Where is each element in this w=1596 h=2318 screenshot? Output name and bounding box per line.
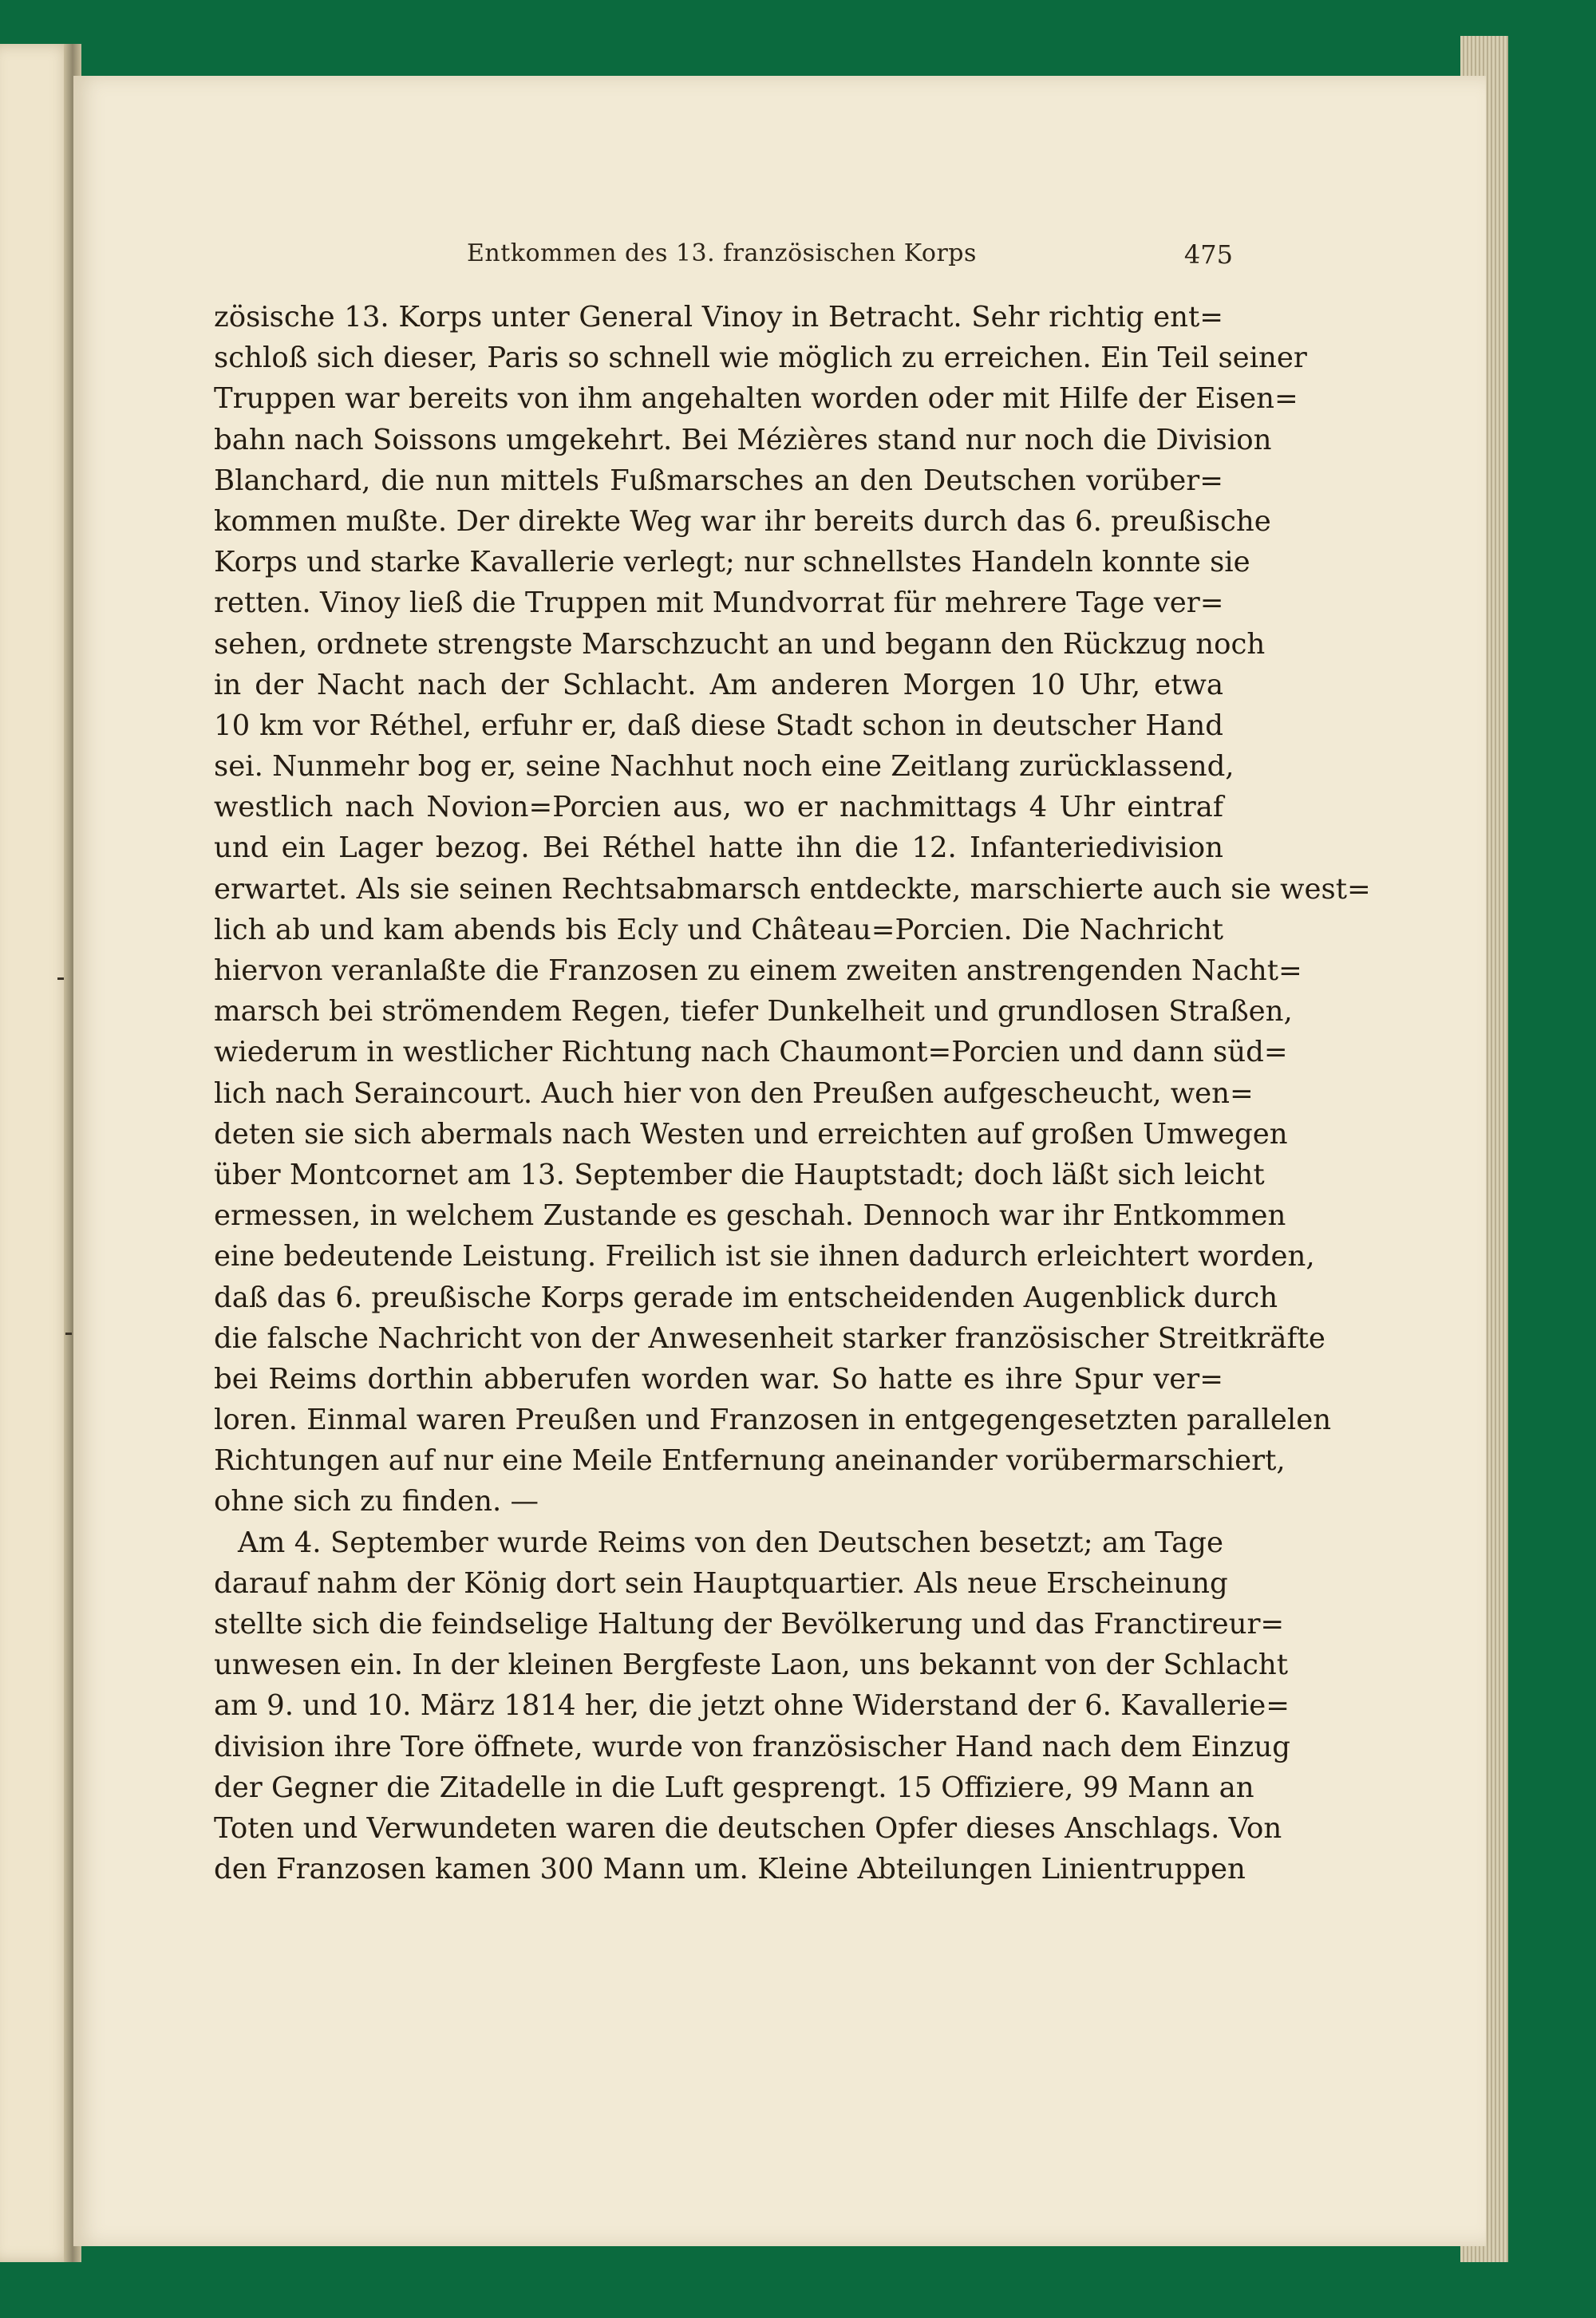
text-line: bei Reims dorthin abberufen worden war. So hatte es ihre Spur ver= — [214, 1362, 1223, 1396]
paragraph-end-line: ohne sich zu finden. — — [214, 1485, 539, 1518]
text-line: und ein Lager bezog. Bei Réthel hatte ihn die 12. Infanteriedivision — [214, 831, 1223, 865]
text-line: retten. Vinoy ließ die Truppen mit Mundvorrat für mehrere Tage ver= — [214, 586, 1224, 620]
facing-page-edge — [0, 44, 73, 2262]
text-line: daß das 6. preußische Korps gerade im entscheidenden Augenblick durch — [214, 1281, 1278, 1314]
text-line: loren. Einmal waren Preußen und Franzosen in entgegengesetzten parallelen — [214, 1404, 1332, 1437]
text-line: eine bedeutende Leistung. Freilich ist sie ihnen dadurch erleichtert worden, — [214, 1240, 1315, 1274]
text-line: Toten und Verwundeten waren die deutschen Opfer dieses Anschlags. Von — [214, 1811, 1282, 1845]
text-line: division ihre Tore öffnete, wurde von französischer Hand nach dem Einzug — [214, 1730, 1290, 1763]
text-line: Richtungen auf nur eine Meile Entfernung aneinander vorübermarschiert, — [214, 1444, 1286, 1478]
text-line: die falsche Nachricht von der Anwesenheit starker französischer Streitkräfte — [214, 1321, 1325, 1355]
text-line: den Franzosen kamen 300 Mann um. Kleine Abteilungen Linientruppen — [214, 1853, 1246, 1886]
text-line: schloß sich dieser, Paris so schnell wie möglich zu erreichen. Ein Teil seiner — [214, 342, 1307, 375]
text-line: sei. Nunmehr bog er, seine Nachhut noch eine Zeitlang zurücklassend, — [214, 750, 1235, 784]
text-line: westlich nach Novion=Porcien aus, wo er nachmittags 4 Uhr eintraf — [214, 791, 1223, 824]
text-line: 10 km vor Réthel, erfuhr er, daß diese Stadt schon in deutscher Hand — [214, 709, 1223, 742]
body-text — [214, 297, 1371, 1890]
text-line: Korps und starke Kavallerie verlegt; nur schnellstes Handeln konnte sie — [214, 546, 1250, 579]
text-line: Truppen war bereits von ihm angehalten worden oder mit Hilfe der Eisen= — [214, 382, 1298, 416]
text-line: deten sie sich abermals nach Westen und erreichten auf großen Umwegen — [214, 1117, 1288, 1151]
text-line: kommen mußte. Der direkte Weg war ihr bereits durch das 6. preußische — [214, 504, 1271, 538]
text-line: darauf nahm der König dort sein Hauptquartier. Als neue Erscheinung — [214, 1566, 1228, 1600]
text-line: über Montcornet am 13. September die Hauptstadt; doch läßt sich leicht — [214, 1158, 1265, 1191]
text-line: in der Nacht nach der Schlacht. Am anderen Morgen 10 Uhr, etwa — [214, 668, 1223, 701]
text-line: zösische 13. Korps unter General Vinoy in Betracht. Sehr richtig ent= — [214, 301, 1223, 334]
running-title: Entkommen des 13. französischen Korps — [467, 239, 977, 267]
paragraph-first-line: Am 4. September wurde Reims von den Deutschen besetzt; am Tage — [238, 1526, 1223, 1559]
text-line: Blanchard, die nun mittels Fußmarsches an den Deutschen vorüber= — [214, 464, 1223, 497]
text-line: der Gegner die Zitadelle in die Luft gesprengt. 15 Offiziere, 99 Mann an — [214, 1771, 1254, 1804]
text-line: bahn nach Soissons umgekehrt. Bei Mézières stand nur noch die Division — [214, 423, 1272, 456]
text-line: ermessen, in welchem Zustande es geschah. Dennoch war ihr Entkommen — [214, 1199, 1286, 1233]
text-line: sehen, ordnete strengste Marschzucht an und begann den Rückzug noch — [214, 627, 1266, 661]
text-line: marsch bei strömendem Regen, tiefer Dunkelheit und grundlosen Straßen, — [214, 995, 1293, 1029]
text-line: am 9. und 10. März 1814 her, die jetzt ohne Widerstand der 6. Kavallerie= — [214, 1689, 1290, 1723]
text-line: lich nach Seraincourt. Auch hier von den Preußen aufgescheucht, wen= — [214, 1076, 1254, 1110]
text-line: hiervon veranlaßte die Franzosen zu einem zweiten anstrengenden Nacht= — [214, 954, 1302, 987]
text-line: lich ab und kam abends bis Ecly und Château=Porcien. Die Nachricht — [214, 913, 1223, 946]
text-line: unwesen ein. In der kleinen Bergfeste Laon, uns bekannt von der Schlacht — [214, 1649, 1289, 1682]
margin-mark — [57, 977, 64, 980]
text-line: erwartet. Als sie seinen Rechtsabmarsch entdeckte, marschierte auch sie west= — [214, 872, 1371, 906]
page-header — [387, 239, 1233, 279]
page-number: 475 — [1183, 239, 1233, 270]
margin-mark — [65, 1333, 72, 1335]
text-line: stellte sich die feindselige Haltung der Bevölkerung und das Franctireur= — [214, 1608, 1285, 1641]
text-line: wiederum in westlicher Richtung nach Chaumont=Porcien und dann süd= — [214, 1036, 1288, 1069]
